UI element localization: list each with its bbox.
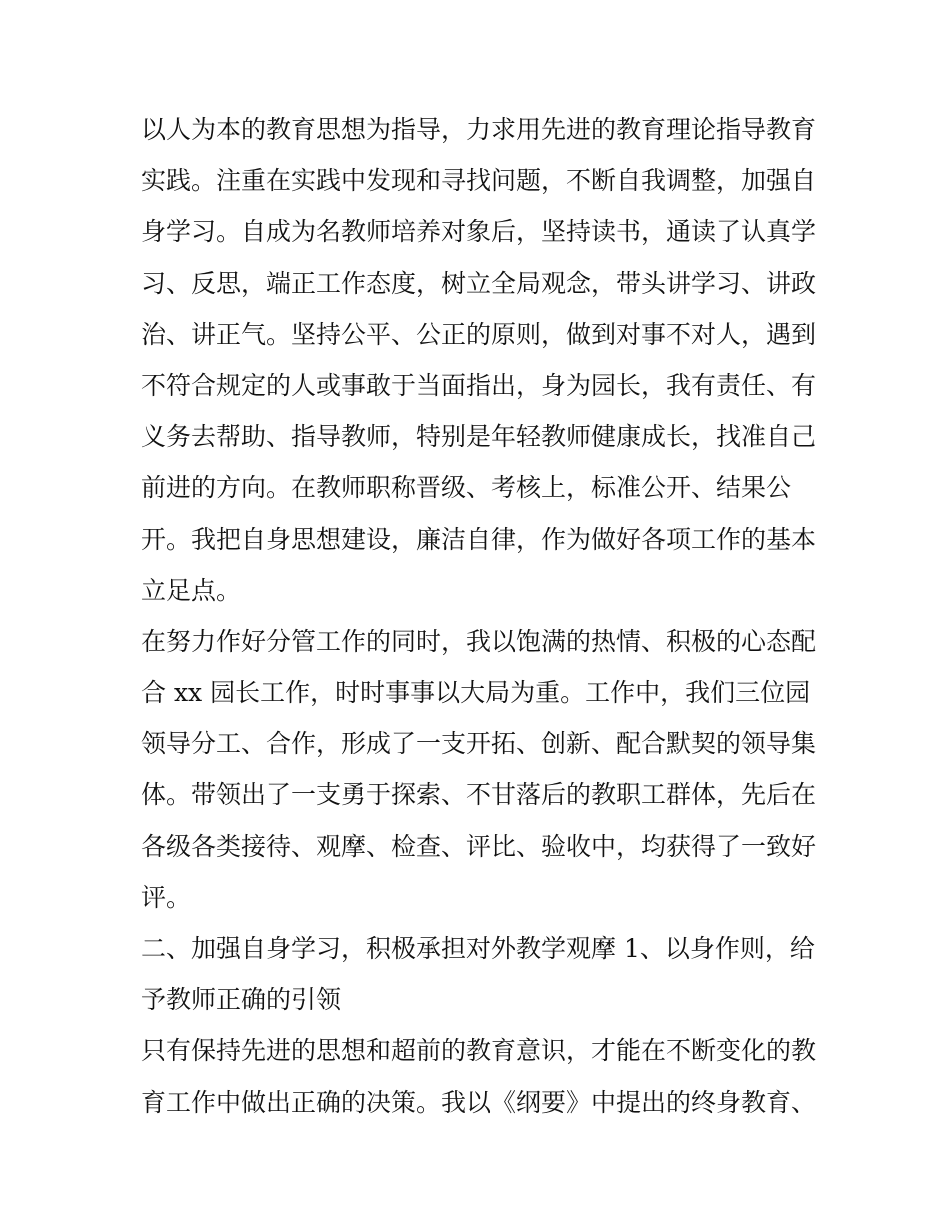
text-line: 体。带领出了一支勇于探索、不甘落后的教职工群体，先后在 (141, 780, 817, 810)
text-line: 在努力作好分管工作的同时，我以饱满的热情、积极的心态配 (141, 626, 817, 656)
text-line: 实践。注重在实践中发现和寻找问题，不断自我调整，加强自 (141, 166, 817, 196)
text-line: 只有保持先进的思想和超前的教育意识，才能在不断变化的教 (141, 1036, 817, 1066)
text-line: 立足点。 (141, 575, 242, 605)
text-line: 评。 (141, 882, 192, 912)
section-heading-line: 二、加强自身学习，积极承担对外教学观摩 1、以身作则，给 (141, 934, 815, 963)
text-line: 前进的方向。在教师职称晋级、考核上，标准公开、结果公 (141, 473, 792, 503)
text-line: 各级各类接待、观摩、检查、评比、验收中，均获得了一致好 (141, 831, 817, 861)
text-line: 领导分工、合作，形成了一支开拓、创新、配合默契的领导集 (141, 729, 817, 759)
text-line: 开。我把自身思想建设，廉洁自律，作为做好各项工作的基本 (141, 524, 817, 554)
text-line: 育工作中做出正确的决策。我以《纲要》中提出的终身教育、 (141, 1087, 817, 1117)
text-line: 习、反思，端正工作态度，树立全局观念，带头讲学习、讲政 (141, 268, 817, 298)
section-heading-line: 予教师正确的引领 (141, 985, 342, 1015)
text-line: 不符合规定的人或事敢于当面指出，身为园长，我有责任、有 (141, 370, 817, 400)
text-line: 身学习。自成为名教师培养对象后，坚持读书，通读了认真学 (141, 217, 817, 247)
text-line: 治、讲正气。坚持公平、公正的原则，做到对事不对人，遇到 (141, 319, 817, 349)
text-line: 以人为本的教育思想为指导，力求用先进的教育理论指导教育 (141, 115, 817, 144)
text-line: 合 xx 园长工作，时时事事以大局为重。工作中，我们三位园 (141, 678, 811, 708)
document-body (141, 104, 821, 1128)
text-line: 义务去帮助、指导教师，特别是年轻教师健康成长，找准自己 (141, 422, 817, 452)
